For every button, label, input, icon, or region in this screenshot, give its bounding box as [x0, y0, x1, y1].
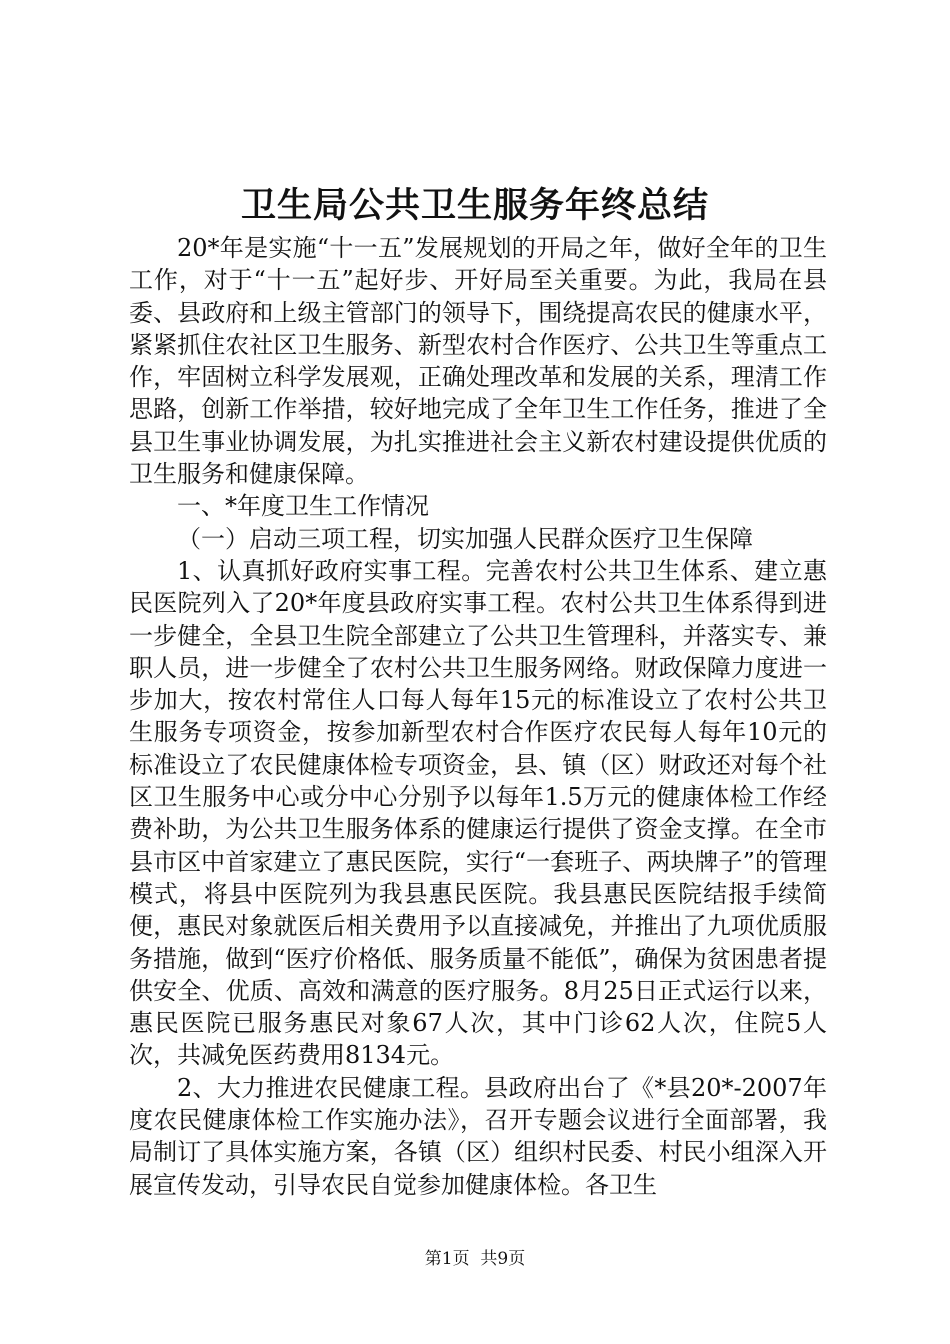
page-number: 第1页	[424, 1249, 470, 1269]
paragraph-item-2: 2、大力推进农民健康工程。县政府出台了《*县20*-2007年度农民健康体检工作实施办法》，召开专题会议进行全面部署，我局制订了具体实施方案，各镇（区）组织村民委、村民小组深入开展宣传发动，引导农民自觉参加健康体检。各卫生	[129, 1073, 827, 1199]
subsection-heading: （一）启动三项工程，切实加强人民群众医疗卫生保障	[177, 524, 753, 553]
document-title: 卫生局公共卫生服务年终总结	[240, 185, 709, 226]
paragraph-item-1: 1、认真抓好政府实事工程。完善农村公共卫生体系、建立惠民医院列入了20*年度县政府实事工程。农村公共卫生体系得到进一步健全，全县卫生院全部建立了公共卫生管理科，并落实专、兼职人员，进一步健全了农村公共卫生服务网络。财政保障力度进一步加大，按农村常住人口每人每年15元的标准设立了农村公共卫生服务专项资金，按参加新型农村合作医疗农民每人每年10元的标准设立了农民健康体检专项资金，县、镇（区）财政还对每个社区卫生服务中心或分中心分别予以每年1.5万元的健康体检工作经费补助，为公共卫生服务体系的健康运行提供了资金支撑。在全市县市区中首家建立了惠民医院，实行“一套班子、两块牌子”的管理模式，将县中医院列为我县惠民医院。我县惠民医院结报手续简便，惠民对象就医后相关费用予以直接减免，并推出了九项优质服务措施，做到“医疗价格低、服务质量不能低”，确保为贫困患者提供安全、优质、高效和满意的医疗服务。8月25日正式运行以来，惠民医院已服务惠民对象67人次，其中门诊62人次，住院5人次，共减免医药费用8134元。	[129, 556, 827, 1070]
page-total: 共9页	[480, 1249, 526, 1269]
page-footer	[0, 1248, 950, 1270]
document-body	[129, 232, 827, 1201]
paragraph-intro: 20*年是实施“十一五”发展规划的开局之年，做好全年的卫生工作，对于“十一五”起好步、开好局至关重要。为此，我局在县委、县政府和上级主管部门的领导下，围绕提高农民的健康水平，紧紧抓住农社区卫生服务、新型农村合作医疗、公共卫生等重点工作，牢固树立科学发展观，正确处理改革和发展的关系，理清工作思路，创新工作举措，较好地完成了全年卫生工作任务，推进了全县卫生事业协调发展，为扎实推进社会主义新农村建设提供优质的卫生服务和健康保障。	[129, 234, 827, 489]
section-heading: 一、*年度卫生工作情况	[177, 492, 429, 521]
footer-separator	[470, 1249, 481, 1269]
